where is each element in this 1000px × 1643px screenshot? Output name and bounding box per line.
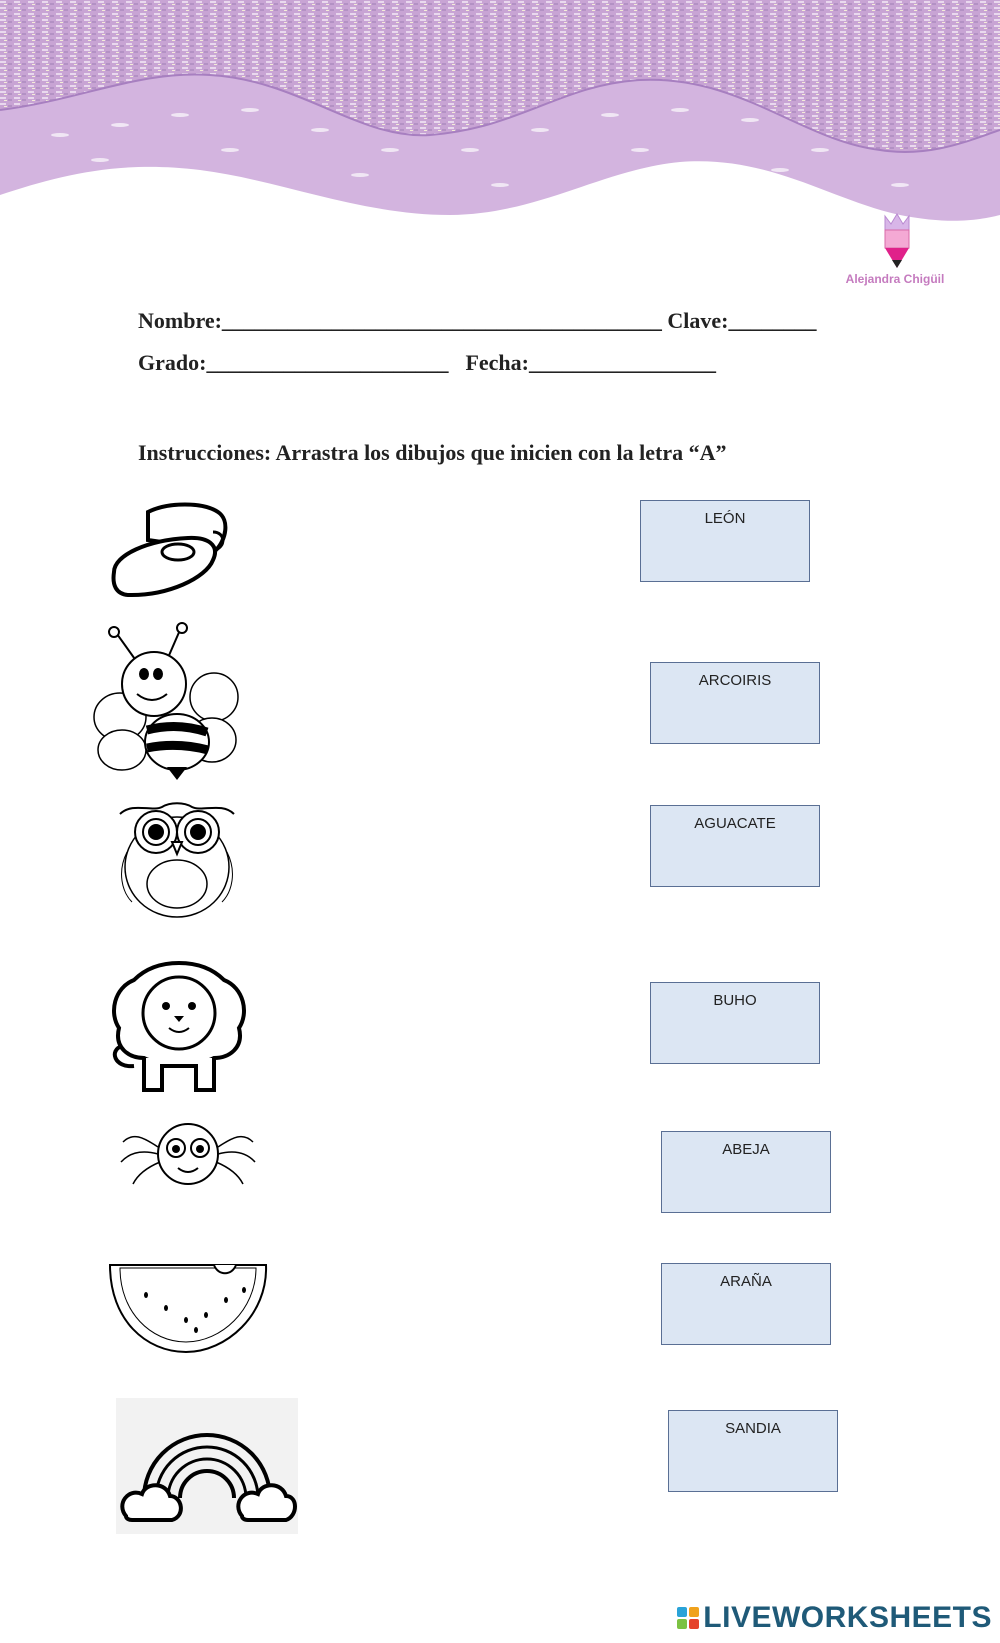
drop-box-abeja[interactable] [661,1131,831,1213]
avocado-icon[interactable] [108,500,238,600]
drop-box-label: ARCOIRIS [698,672,772,689]
liveworksheets-logo-icon [677,1607,699,1629]
logo-caption: Alejandra Chigüil [845,272,945,286]
watermelon-icon[interactable] [106,1260,276,1360]
nombre-field[interactable]: Nombre:________________________________________ [138,308,662,333]
footer-brand[interactable]: LIVEWORKSHEETS [703,1601,992,1634]
name-clave-line [138,308,817,334]
drop-box-arana[interactable] [661,1263,831,1345]
lion-icon[interactable] [104,958,254,1098]
rainbow-icon[interactable] [116,1398,298,1534]
drop-box-label: ARAÑA [720,1273,772,1290]
drop-box-aguacate[interactable] [650,805,820,887]
clave-field[interactable]: Clave:________ [667,308,817,333]
owl-icon[interactable] [112,792,242,922]
drop-box-leon[interactable] [640,500,810,582]
grado-field[interactable]: Grado:______________________ [138,350,449,375]
drop-box-label: SANDIA [725,1420,781,1437]
header-wave-decoration [0,0,1000,230]
pencil-crown-icon [835,210,955,272]
spider-icon[interactable] [118,1112,258,1192]
author-logo [835,210,955,290]
bee-icon[interactable] [92,622,242,782]
fecha-field[interactable]: Fecha:_________________ [465,350,716,375]
liveworksheets-footer [677,1601,992,1635]
drop-box-label: BUHO [713,992,757,1009]
instructions-text: Instrucciones: Arrastra los dibujos que inicien con la letra “A” [138,440,727,465]
drop-box-label: AGUACATE [694,815,776,832]
drop-box-arcoiris[interactable] [650,662,820,744]
drop-box-buho[interactable] [650,982,820,1064]
drop-box-label: ABEJA [722,1141,770,1158]
drop-box-label: LEÓN [704,510,746,527]
drop-box-sandia[interactable] [668,1410,838,1492]
grado-fecha-line [138,350,716,376]
